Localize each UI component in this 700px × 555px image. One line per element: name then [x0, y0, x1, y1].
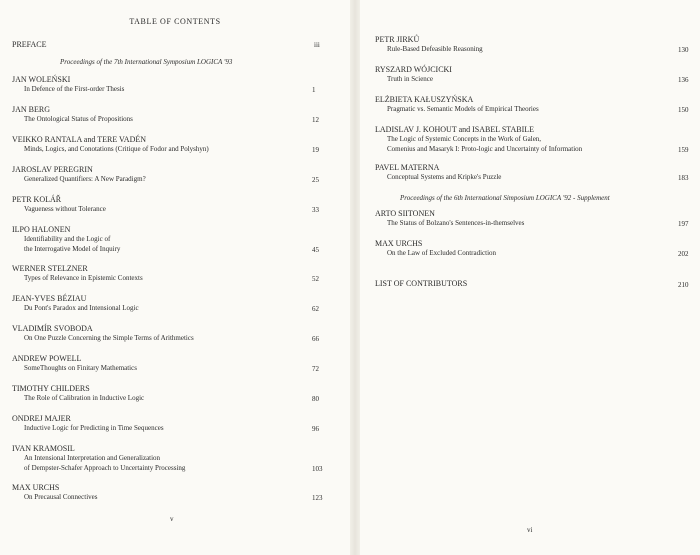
toc-entry-title: Truth in Science — [387, 75, 434, 83]
toc-entry-page: 33 — [312, 206, 319, 214]
toc-entry-author: IVAN KRAMOSIL — [12, 444, 75, 453]
preface-page: iii — [314, 41, 320, 49]
toc-entry-page: 72 — [312, 365, 319, 373]
toc-entry-page: 202 — [678, 250, 689, 258]
toc-entry-title: On Precausal Connectives — [24, 493, 98, 501]
toc-entry-page: 52 — [312, 275, 319, 283]
toc-entry-page: 103 — [312, 464, 323, 473]
toc-entry-author: MAX URCHS — [12, 483, 60, 492]
toc-entry-author: WERNER STELZNER — [12, 264, 88, 273]
preface-label: PREFACE — [12, 40, 47, 49]
toc-entry-title: On One Puzzle Concerning the Simple Terms of Arithmetics — [24, 334, 194, 342]
toc-entry-page: 1 — [312, 86, 316, 94]
toc-entry-page: 197 — [678, 220, 689, 228]
toc-entry-title: The Ontological Status of Propositions — [24, 115, 133, 123]
toc-entry-title: An Intensional Interpretation and Generalization — [24, 454, 161, 462]
toc-entry-author: JAN WOLEŃSKI — [12, 75, 71, 84]
toc-entry-title: Inductive Logic for Predicting in Time Sequences — [24, 424, 164, 432]
book-spine — [350, 0, 360, 555]
toc-entry-author: JAN BERG — [12, 105, 51, 114]
toc-entry-author: PETR JIRKŮ — [375, 35, 420, 44]
toc-entry-title: Minds, Logics, and Conotations (Critique of Fodor and Polyshyn) — [24, 145, 209, 153]
toc-entry-page: 159 — [678, 145, 689, 154]
toc-entry-title: Pragmatic vs. Semantic Models of Empirical Theories — [387, 105, 539, 113]
toc-entry-page: 66 — [312, 335, 319, 343]
toc-entry-author: ILPO HALONEN — [12, 225, 71, 234]
toc-entry-page: 123 — [312, 494, 323, 502]
proceedings-heading-1992: Proceedings of the 6th International Simposium LOGICA '92 - Supplement — [400, 194, 610, 202]
toc-entry-page: 130 — [678, 46, 689, 54]
toc-entry-page: 25 — [312, 176, 319, 184]
toc-entry-title: Comenius and Masaryk I: Proto-logic and Uncertainty of Information — [387, 144, 583, 153]
toc-entry-author: MAX URCHS — [375, 239, 423, 248]
toc-entry-author: RYSZARD WÓJCICKI — [375, 65, 452, 74]
toc-entry-author: PAVEL MATERNA — [375, 163, 440, 172]
right-page — [360, 0, 700, 555]
proceedings-heading-1993: Proceedings of the 7th International Symposium LOGICA '93 — [60, 58, 233, 66]
toc-entry-title: The Role of Calibration in Inductive Logic — [24, 394, 145, 402]
contributors-page: 210 — [678, 281, 689, 289]
toc-entry-page: 136 — [678, 76, 689, 84]
toc-entry-author: ELŻBIETA KAŁUSZYŃSKA — [375, 95, 474, 104]
toc-entry-title: Vagueness without Tolerance — [24, 205, 106, 213]
toc-entry-author: JAROSLAV PEREGRIN — [12, 165, 93, 174]
toc-entry-author: TIMOTHY CHILDERS — [12, 384, 90, 393]
toc-entry-title: The Logic of Systemic Concepts in the Work of Galen, — [387, 135, 542, 143]
toc-entry-author: ONDREJ MAJER — [12, 414, 71, 423]
toc-entry-title: Generalized Quantifiers: A New Paradigm? — [24, 175, 146, 183]
page-folio-left: v — [170, 515, 174, 523]
toc-entry-title: In Defence of the First-order Thesis — [24, 85, 125, 93]
toc-entry-title: Identifiability and the Logic of — [24, 235, 111, 243]
toc-entry-page: 80 — [312, 395, 319, 403]
toc-entry-title: The Status of Bolzano's Sentences-in-themselves — [387, 219, 525, 227]
toc-entry-title: Types of Relevance in Epistemic Contexts — [24, 274, 143, 282]
toc-entry-author: LADISLAV J. KOHOUT and ISABEL STABILE — [375, 125, 535, 134]
toc-entry-page: 12 — [312, 116, 319, 124]
toc-entry-author: PETR KOLÁŘ — [12, 195, 62, 204]
page-folio-right: vi — [527, 526, 533, 534]
toc-entry-page: 19 — [312, 146, 319, 154]
toc-entry-author: ANDREW POWELL — [12, 354, 82, 363]
toc-heading: TABLE OF CONTENTS — [129, 17, 221, 26]
toc-entry-author: ARTO SIITONEN — [375, 209, 435, 218]
toc-entry-page: 150 — [678, 106, 689, 114]
toc-entry-title: the Interrogative Model of Inquiry — [24, 244, 121, 253]
toc-entry-page: 96 — [312, 425, 319, 433]
toc-entry-title: of Dempster-Schafer Approach to Uncertainty Processing — [24, 463, 186, 472]
toc-entry-title: Rule-Based Defeasible Reasoning — [387, 45, 483, 53]
toc-entry-page: 183 — [678, 174, 689, 182]
toc-entry-page: 45 — [312, 245, 319, 254]
toc-entry-author: JEAN-YVES BÉZIAU — [12, 294, 87, 303]
contributors-label: LIST OF CONTRIBUTORS — [375, 279, 468, 288]
toc-entry-author: VEIKKO RANTALA and TERE VADÉN — [12, 135, 147, 144]
toc-entry-title: SomeThoughts on Finitary Mathematics — [24, 364, 137, 372]
toc-entry-title: Conceptual Systems and Kripke's Puzzle — [387, 173, 502, 181]
toc-entry-title: On the Law of Excluded Contradiction — [387, 249, 497, 257]
toc-entry-author: VLADIMÍR SVOBODA — [12, 324, 93, 333]
toc-entry-page: 62 — [312, 305, 319, 313]
toc-entry-title: Du Pont's Paradox and Intensional Logic — [24, 304, 139, 312]
